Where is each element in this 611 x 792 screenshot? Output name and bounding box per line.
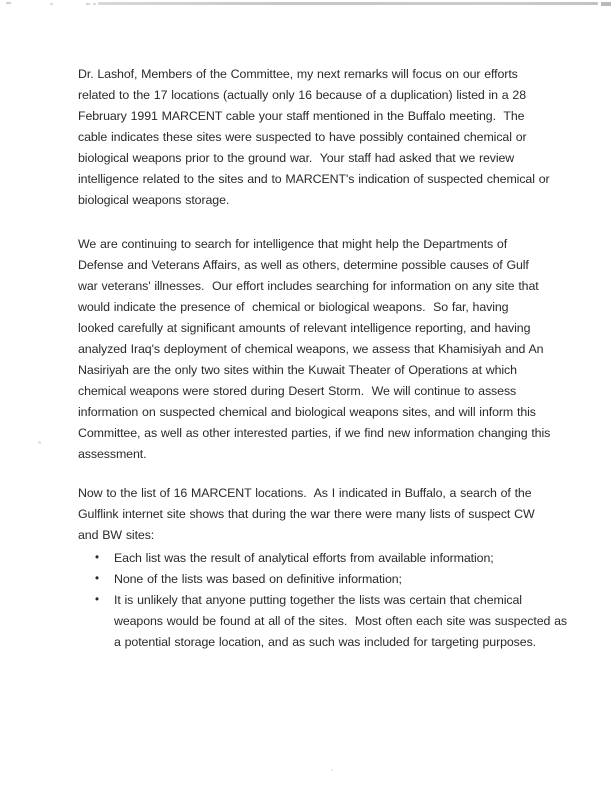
text-line: a potential storage location, and as such was included for targeting purposes. [114, 635, 537, 649]
scan-artifact-speck [38, 441, 41, 444]
text-line: None of the lists was based on definitive information; [114, 572, 402, 586]
text-line: related to the 17 locations (actually only 16 because of a duplication) listed in a 28 [78, 88, 527, 102]
text-line: Gulflink internet site shows that during the war there were many lists of suspect CW [78, 507, 535, 521]
text-line: Nasiriyah are the only two sites within the Kuwait Theater of Operations at which [78, 363, 517, 377]
bullet-list [78, 548, 574, 653]
scan-artifact-speck [50, 3, 53, 5]
text-line: and BW sites: [78, 528, 155, 542]
bullet-icon: • [95, 573, 99, 585]
text-line: biological weapons prior to the ground war. Your staff had asked that we review [78, 151, 515, 165]
scan-artifact-speck [331, 769, 333, 771]
text-line: Now to the list of 16 MARCENT locations. As I indicated in Buffalo, a search of the [78, 486, 532, 500]
text-line: information on suspected chemical and biological weapons sites, and will inform this [78, 405, 536, 419]
text-line: cable indicates these sites were suspected to have possibly contained chemical or [78, 130, 527, 144]
text-line: We are continuing to search for intelligence that might help the Departments of [78, 237, 508, 251]
text-line: weapons would be found at all of the sites. Most often each site was suspected as [114, 614, 568, 628]
scan-artifact-speck [93, 3, 96, 5]
text-line: would indicate the presence of chemical or biological weapons. So far, having [78, 300, 509, 314]
bullet-item [78, 590, 574, 653]
document-page [78, 64, 574, 653]
text-line: biological weapons storage. [78, 193, 230, 207]
bullet-icon: • [95, 552, 99, 564]
text-line: Defense and Veterans Affairs, as well as others, determine possible causes of Gulf [78, 258, 529, 272]
text-line: assessment. [78, 447, 147, 461]
text-line: It is unlikely that anyone putting together the lists was certain that chemical [114, 593, 522, 607]
text-line: analyzed Iraq's deployment of chemical weapons, we assess that Khamisiyah and An [78, 342, 544, 356]
paragraph-marcent-list [78, 483, 574, 546]
paragraph-intro [78, 64, 574, 211]
text-line: chemical weapons were stored during Desert Storm. We will continue to assess [78, 384, 517, 398]
text-line: war veterans' illnesses. Our effort includes searching for information on any site that [78, 279, 539, 293]
bullet-text [114, 590, 574, 653]
bullet-text [114, 569, 574, 590]
text-line: February 1991 MARCENT cable your staff mentioned in the Buffalo meeting. The [78, 109, 525, 123]
bullet-item [78, 548, 574, 569]
text-line: intelligence related to the sites and to MARCENT's indication of suspected chemical or [78, 172, 550, 186]
bullet-item [78, 569, 574, 590]
scan-artifact-top-bar-end [601, 2, 611, 6]
scan-artifact-speck [6, 2, 11, 4]
text-line: looked carefully at significant amounts of relevant intelligence reporting, and having [78, 321, 531, 335]
scan-artifact-top-bar [98, 2, 598, 5]
paragraph-assessment [78, 234, 574, 465]
text-line: Dr. Lashof, Members of the Committee, my next remarks will focus on our efforts [78, 67, 518, 81]
bullet-icon: • [95, 594, 99, 606]
text-line: Each list was the result of analytical efforts from available information; [114, 551, 494, 565]
scan-artifact-speck [86, 3, 90, 5]
text-line: Committee, as well as other interested parties, if we find new information changing this [78, 426, 551, 440]
bullet-text [114, 548, 574, 569]
